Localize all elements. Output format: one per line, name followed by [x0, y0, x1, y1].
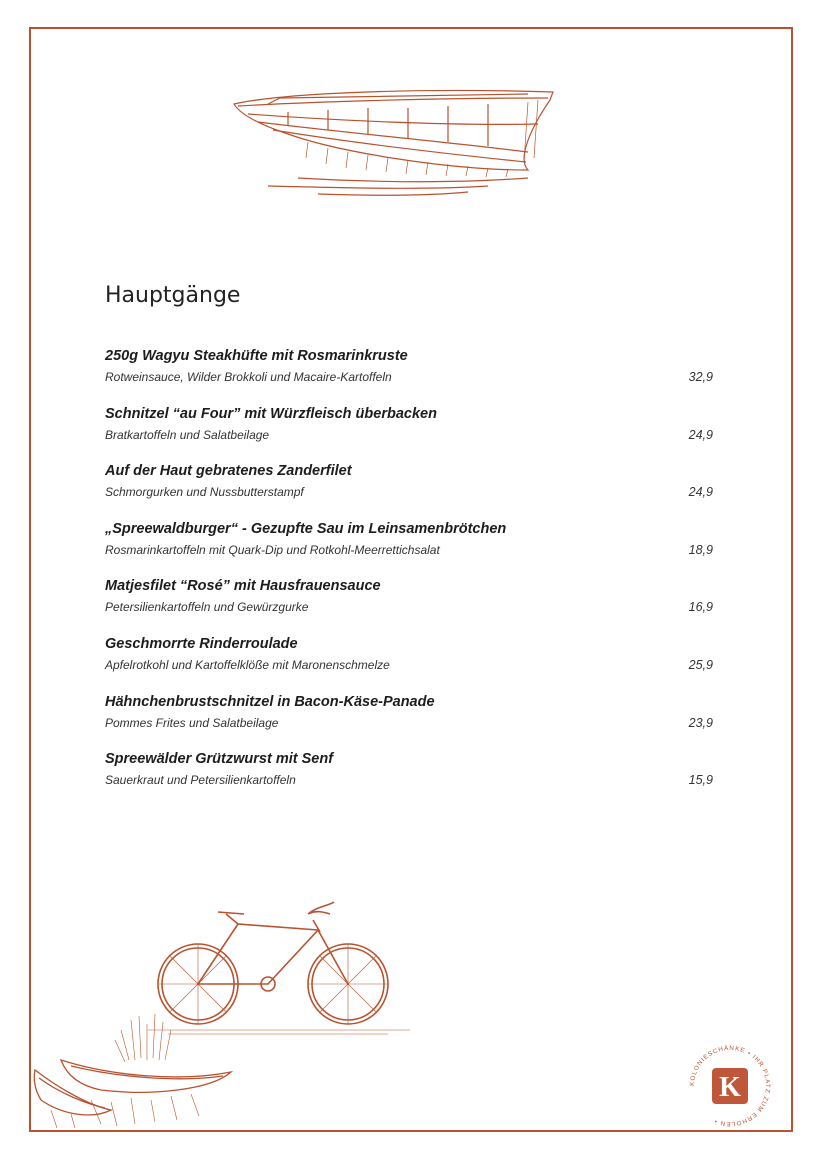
dish-name: Hähnchenbrustschnitzel in Bacon-Käse-Panade: [105, 693, 435, 710]
menu-item: [105, 406, 713, 464]
dish-description: Pommes Frites und Salatbeilage: [105, 715, 279, 730]
dish-price: 24,9: [688, 485, 713, 500]
dish-price: 32,9: [688, 370, 713, 384]
logo-letter: K: [719, 1072, 741, 1103]
menu-list: [105, 348, 713, 809]
dish-name: Geschmorrte Rinderroulade: [105, 635, 298, 652]
dish-name: Auf der Haut gebratenes Zanderfilet: [105, 463, 352, 480]
dish-description: Petersilienkartoffeln und Gewürzgurke: [105, 600, 309, 615]
menu-item: [105, 636, 713, 694]
koloniesschaenke-logo: [684, 1040, 776, 1132]
dish-description: Sauerkraut und Petersilienkartoffeln: [105, 773, 296, 788]
dish-price: 18,9: [688, 542, 713, 557]
menu-item: [105, 751, 713, 809]
menu-item: [105, 694, 713, 752]
dish-name: Spreewälder Grützwurst mit Senf: [105, 751, 334, 768]
canoes-illustration: [31, 1010, 271, 1130]
dish-description: Bratkartoffeln und Salatbeilage: [105, 427, 270, 442]
dish-description: Rotweinsauce, Wilder Brokkoli und Macaire-Kartoffeln: [105, 370, 392, 384]
dish-name: Matjesfilet “Rosé” mit Hausfrauensauce: [105, 578, 381, 595]
dish-price: 23,9: [688, 715, 713, 730]
dish-name: 250g Wagyu Steakhüfte mit Rosmarinkruste: [105, 348, 408, 364]
dish-price: 24,9: [688, 427, 713, 442]
dish-name: „Spreewaldburger“ - Gezupfte Sau im Leinsamenbrötchen: [105, 520, 507, 537]
menu-item: [105, 463, 713, 521]
dish-description: Rosmarinkartoffeln mit Quark-Dip und Rotkohl-Meerrettichsalat: [105, 542, 440, 557]
dish-price: 16,9: [688, 600, 713, 615]
dish-description: Schmorgurken und Nussbutterstampf: [105, 485, 304, 500]
logo-ring-text: KOLONIESCHÄNKE • IHR PLATZ ZUM ERHOLEN •: [688, 1044, 772, 1128]
rowboat-illustration: [228, 82, 558, 202]
dish-name: Schnitzel “au Four” mit Würzfleisch überbacken: [105, 405, 437, 422]
dish-description: Apfelrotkohl und Kartoffelklöße mit Maronenschmelze: [105, 657, 390, 672]
menu-item: [105, 578, 713, 636]
page-title: Hauptgänge: [105, 283, 241, 308]
menu-item: [105, 521, 713, 579]
dish-price: 25,9: [688, 657, 713, 672]
menu-item: [105, 348, 713, 406]
dish-price: 15,9: [688, 773, 713, 788]
